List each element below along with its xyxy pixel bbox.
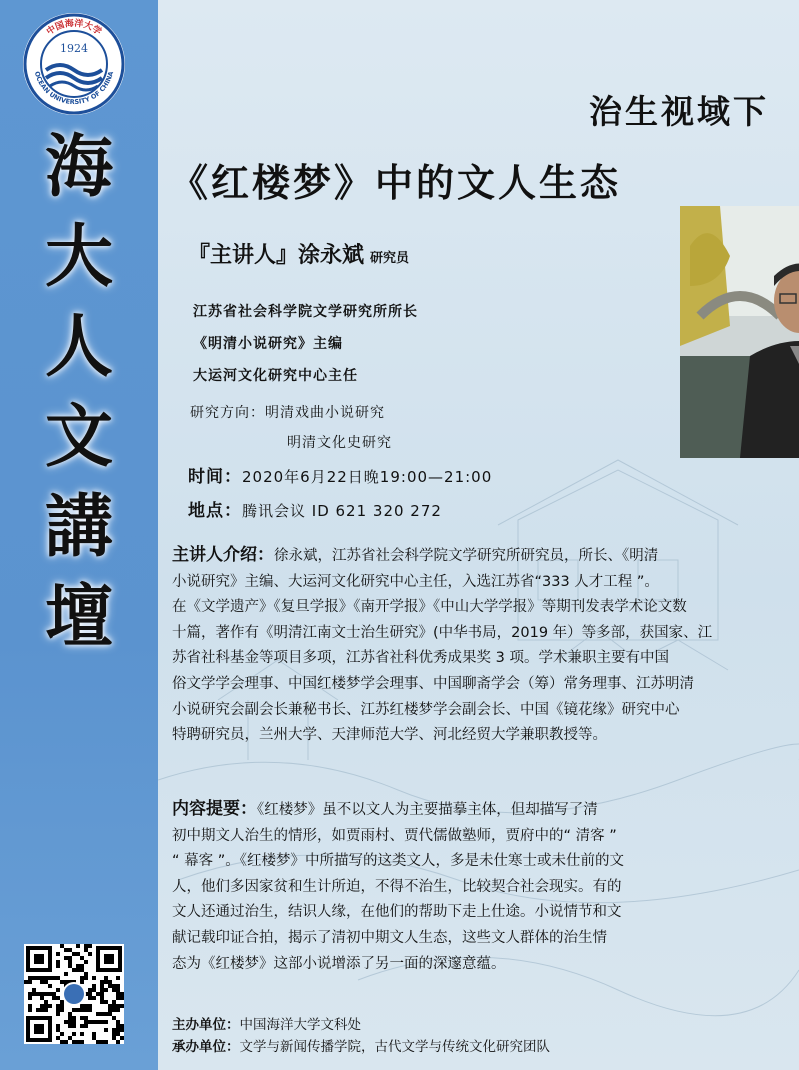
summary-text: 《红楼梦》虽不以文人为主要描摹主体，但却描写了清 初中期文人治生的情形，如贾雨村、贾代儒做塾师，贾府中的“ 清客 ” “ 幕客 ”。《红楼梦》中所描写的这类文人，多是未仕寒士或未仕前的文 人，他们多因家贫和生计所迫，不得不治生，比较契合社会现实。有的 文人还通过治生，结识人缘，在他们的帮助下走上仕途。小说情节和文 献记载印证合拍，揭示了清初中期文人生态，这些文人群体的治生情 态为《红楼梦》这部小说增添了另一面的深邃意蕴。 xyxy=(172,802,624,972)
speaker-photo xyxy=(680,206,799,458)
event-place xyxy=(188,496,442,521)
vertical-char: 人 xyxy=(44,307,113,387)
speaker-position: 大运河文化研究中心主任 xyxy=(193,368,358,384)
logo-en-text: OCEAN UNIVERSITY OF CHINA xyxy=(32,70,116,107)
sidebar xyxy=(0,0,158,1070)
host-label: 主办单位： xyxy=(172,1017,240,1033)
place-label: 地点： xyxy=(188,501,242,521)
title-line-2: 《红楼梦》中的文人生态 xyxy=(170,161,622,205)
vertical-char: 文 xyxy=(44,397,113,477)
intro-text: 徐永斌，江苏省社会科学院文学研究所研究员，所长、《明清 小说研究》主编、大运河文化研究中心主任，入选江苏省“333 人才工程 ”。 在《文学遗产》《复旦学报》《南开学报》《中山大学学报》等期刊发表学术论文数 十篇，著作有《明清江南文士治生研究》(中华书局，2019 年）等多部，获国家、江 苏省社科基金等项目多项，江苏省社科优秀成果奖 3 项。学术兼职主要有中国 俗文学学会理事、中国红楼梦学会理事、中国聊斋学会（筹）常务理事、江苏明清 小说研究会副会长兼秘书长、江苏红楼梦学会副会长、中国《镜花缘》研究中心 特聘研究员，兰州大学、天津师范大学、河北经贸大学兼职教授等。 xyxy=(172,548,713,744)
logo-year: 1924 xyxy=(60,42,88,55)
speaker-label: 『主讲人』 xyxy=(188,243,299,268)
time-value: 2020年6月22日晚19:00—21:00 xyxy=(242,468,493,486)
research-direction xyxy=(190,402,385,422)
host-value: 中国海洋大学文科处 xyxy=(239,1017,361,1033)
research-item: 明清文化史研究 xyxy=(287,435,392,451)
speaker-intro xyxy=(172,543,762,749)
research-label: 研究方向： xyxy=(190,405,265,421)
speaker-position: 《明清小说研究》主编 xyxy=(193,336,343,352)
summary-label: 内容提要： xyxy=(172,799,257,819)
logo-cn-text: 中国海洋大学 xyxy=(45,18,103,38)
vertical-char: 大 xyxy=(44,217,113,297)
university-logo xyxy=(22,12,126,116)
vertical-title xyxy=(20,122,138,662)
place-value: 腾讯会议 ID 621 320 272 xyxy=(242,502,442,520)
co-label: 承办单位： xyxy=(172,1039,240,1055)
speaker-name: 涂永斌 xyxy=(298,243,365,268)
qr-code xyxy=(24,944,124,1044)
speaker-position: 江苏省社会科学院文学研究所所长 xyxy=(193,304,418,320)
host-organizer xyxy=(172,1013,361,1033)
title-line-1: 治生视域下 xyxy=(589,92,769,131)
content-summary xyxy=(172,797,762,977)
vertical-char: 講 xyxy=(44,487,113,567)
research-item: 明清戏曲小说研究 xyxy=(265,405,385,421)
vertical-char: 壇 xyxy=(44,577,113,657)
intro-label: 主讲人介绍： xyxy=(172,545,274,565)
speaker-heading xyxy=(188,238,409,269)
speaker-role: 研究员 xyxy=(370,251,410,266)
co-organizer xyxy=(172,1035,550,1055)
time-label: 时间： xyxy=(188,467,242,487)
vertical-char: 海 xyxy=(44,127,113,207)
co-value: 文学与新闻传播学院，古代文学与传统文化研究团队 xyxy=(239,1039,550,1055)
event-time xyxy=(188,462,492,487)
